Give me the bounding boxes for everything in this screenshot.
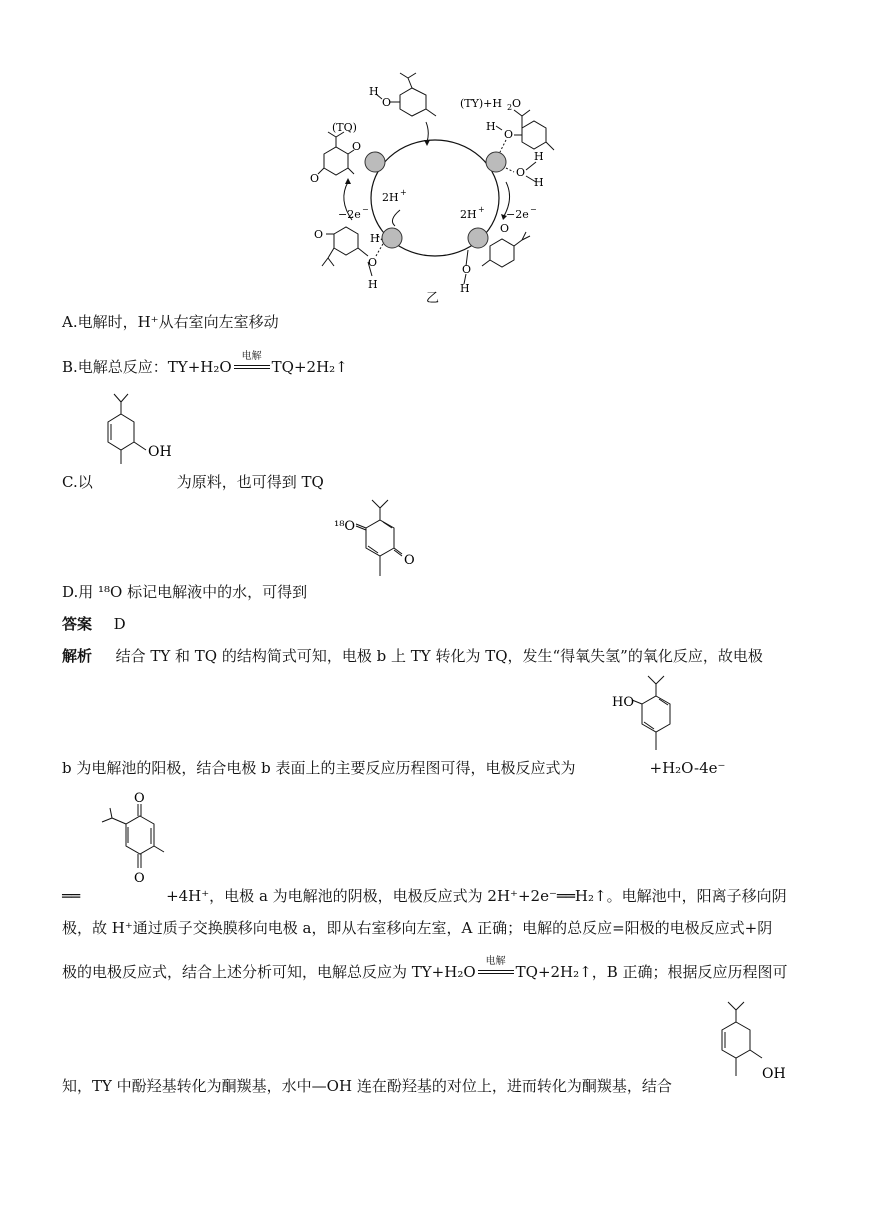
answer-label: 答案	[62, 615, 93, 633]
label-o: O	[310, 172, 320, 185]
label-ty-h2o: (TY)+H	[460, 97, 502, 110]
option-d-structure	[332, 498, 432, 600]
site-circle	[468, 228, 488, 248]
label-plus: +	[400, 188, 407, 197]
site-circle	[382, 228, 402, 248]
label-h: H	[486, 120, 496, 133]
label-minus: −	[530, 205, 537, 214]
option-b-suffix: TQ+2H₂↑	[271, 358, 348, 376]
label-h: H	[369, 85, 379, 98]
option-b	[62, 351, 348, 377]
oh-label: OH	[762, 1066, 786, 1082]
ty-molecule-top	[376, 73, 436, 116]
reaction-cycle-diagram	[300, 70, 560, 310]
option-a: A.电解时，H⁺从右室向左室移动	[62, 313, 279, 331]
arrow-head	[345, 178, 351, 184]
site-circle	[486, 152, 506, 172]
label-o: O	[352, 140, 362, 153]
diagram-caption: 乙	[426, 291, 440, 306]
label-o: O	[462, 263, 472, 276]
option-c-structure	[96, 392, 186, 484]
label-o: O	[368, 256, 378, 269]
label-o: O	[500, 222, 510, 235]
o-label: O	[404, 553, 415, 568]
analysis-p2-prefix: b 为电解池的阳极，结合电极 b 表面上的主要反应历程图可得，电极反应式为	[62, 759, 576, 777]
label-o: O	[314, 228, 324, 241]
label-h: H	[368, 278, 378, 291]
label-h: H	[534, 176, 544, 189]
analysis-label: 解析	[62, 647, 93, 665]
o-bottom-label: O	[134, 871, 145, 886]
oh-label: OH	[148, 444, 172, 460]
analysis-p5-suffix: TQ+2H₂↑，B 正确；根据反应历程图可	[515, 963, 788, 981]
arrow-2h	[392, 210, 400, 226]
arrow-in	[426, 122, 428, 142]
label-o: O	[512, 97, 522, 110]
arrow-head	[424, 140, 430, 146]
label-o: O	[516, 166, 526, 179]
analysis-final-structure	[706, 1000, 806, 1092]
o-top-label: O	[134, 791, 145, 806]
ho-label: HO	[612, 695, 634, 710]
option-c-prefix: C.以	[62, 473, 93, 491]
analysis-p5-prefix: 极的电极反应式，结合上述分析可知，电解总反应为 TY+H₂O	[62, 963, 476, 981]
analysis-tq-structure	[92, 788, 182, 900]
option-d: D.用 ¹⁸O 标记电解液中的水，可得到	[62, 583, 308, 601]
analysis-ty-structure	[612, 674, 692, 770]
label-h: H	[370, 232, 380, 245]
o18-label: ¹⁸O	[334, 519, 356, 534]
condition-label: 电解	[241, 351, 262, 362]
equals-arrow	[234, 351, 270, 375]
label-minus-2e: −2e	[338, 208, 361, 221]
condition-label: 电解	[485, 956, 506, 967]
analysis-p3: +4H⁺，电极 a 为电解池的阴极，电极反应式为 2H⁺+2e⁻══H₂↑。电解池中，阳离子移向阴	[166, 887, 787, 905]
label-2h: 2H	[382, 191, 399, 204]
analysis-line-6: 知，TY 中酚羟基转化为酮羰基，水中—OH 连在酚羟基的对位上，进而转化为酮羰基，结合	[62, 1077, 672, 1095]
label-minus-2e: −2e	[506, 208, 529, 221]
option-c	[62, 472, 324, 492]
analysis-line-3	[62, 886, 787, 906]
label-minus: −	[362, 205, 369, 214]
label-plus: +	[478, 205, 485, 214]
label-o: O	[382, 96, 392, 109]
analysis-p1: 结合 TY 和 TQ 的结构简式可知，电极 b 上 TY 转化为 TQ，发生“得氧失氢”的氧化反应，故电极	[115, 647, 763, 665]
label-o: O	[504, 128, 514, 141]
tq-molecule	[318, 132, 354, 175]
analysis-line-2	[62, 758, 725, 778]
answer-line	[62, 614, 126, 634]
equals-arrow	[478, 956, 514, 980]
label-sub2: 2	[507, 103, 513, 112]
analysis-line-1	[62, 646, 763, 666]
equal-sign: ══	[62, 887, 81, 905]
answer-value: D	[113, 615, 126, 633]
option-b-prefix: B.电解总反应：TY+H₂O	[62, 358, 232, 376]
label-tq: (TQ)	[332, 121, 357, 134]
analysis-p2-suffix: +H₂O-4e⁻	[649, 759, 726, 777]
label-2h: 2H	[460, 208, 477, 221]
option-c-suffix: 为原料，也可得到 TQ	[176, 473, 324, 491]
analysis-line-4: 极，故 H⁺通过质子交换膜移向电极 a，即从右室移向左室，A 正确；电解的总反应=阳极的电极反应式+阴	[62, 919, 773, 937]
label-h: H	[460, 282, 470, 295]
label-h: H	[534, 150, 544, 163]
site-circle	[365, 152, 385, 172]
analysis-line-5	[62, 956, 788, 982]
